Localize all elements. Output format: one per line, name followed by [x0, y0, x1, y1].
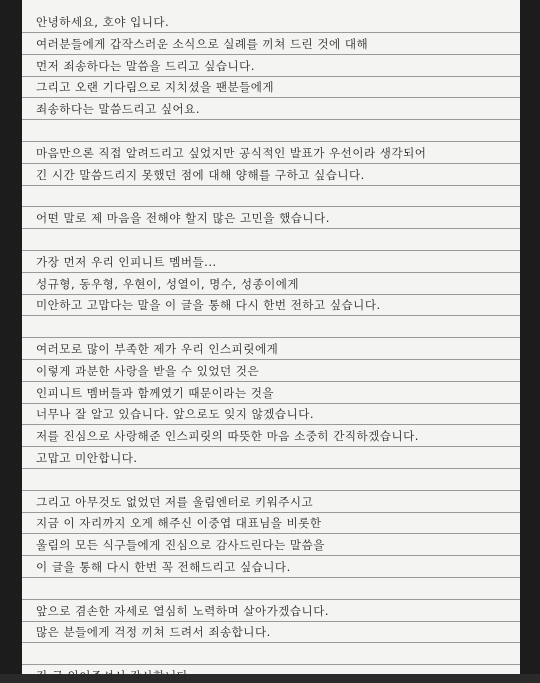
letter-line: 먼저 죄송하다는 말씀을 드리고 싶습니다. — [36, 58, 255, 73]
ruled-line — [22, 315, 520, 316]
ruled-line — [22, 577, 520, 578]
letter-line: 여러모로 많이 부족한 제가 우리 인스피릿에게 — [36, 342, 279, 356]
letter-line: 너무나 잘 알고 있습니다. 앞으로도 잊지 않겠습니다. — [36, 407, 315, 422]
letter-paper — [22, 0, 520, 683]
letter-line: 많은 분들에게 걱정 끼쳐 드려서 죄송합니다. — [36, 625, 271, 640]
letter-line: 미안하고 고맙다는 말을 이 글을 통해 다시 한번 전하고 싶습니다. — [36, 298, 381, 313]
ruled-line — [22, 272, 520, 273]
letter-line: 긴 시간 말씀드리지 못했던 점에 대해 양해를 구하고 싶습니다. — [36, 167, 365, 182]
ruled-line — [22, 381, 520, 382]
ruled-line — [22, 446, 520, 447]
ruled-line — [22, 163, 520, 164]
ruled-line — [22, 599, 520, 600]
ruled-line — [22, 294, 520, 295]
letter-line: 어떤 말로 제 마음을 전해야 할지 많은 고민을 했습니다. — [36, 211, 330, 226]
ruled-line — [22, 512, 520, 513]
letter-line: 이 글을 통해 다시 한번 꼭 전해드리고 싶습니다. — [36, 560, 291, 574]
ruled-line — [22, 403, 520, 404]
ruled-line — [22, 468, 520, 469]
letter-line: 이렇게 과분한 사랑을 받을 수 있었던 것은 — [36, 363, 260, 378]
ruled-line — [22, 54, 520, 55]
ruled-line — [22, 76, 520, 77]
ruled-line — [22, 250, 520, 251]
ruled-line — [22, 424, 520, 425]
ruled-line — [22, 32, 520, 33]
ruled-line — [22, 555, 520, 556]
ruled-line — [22, 337, 520, 338]
letter-line: 그리고 아무것도 없었던 저를 울림엔터로 키워주시고 — [36, 494, 314, 509]
ruled-line — [22, 642, 520, 643]
letter-line: 울림의 모든 식구들에게 진심으로 감사드린다는 말씀을 — [36, 538, 325, 553]
ruled-line — [22, 228, 520, 229]
letter-line: 고맙고 미안합니다. — [36, 451, 138, 465]
letter-line: 지금 이 자리까지 오게 해주신 이중엽 대표님을 비롯한 — [36, 516, 322, 531]
letter-line: 가장 먼저 우리 인피니트 멤버들... — [36, 254, 217, 269]
letter-line: 그리고 오랜 기다림으로 지치셨을 팬분들에게 — [36, 80, 275, 95]
ruled-line — [22, 359, 520, 360]
letter-line: 성규형, 동우형, 우현이, 성열이, 명수, 성종이에게 — [36, 276, 300, 291]
ruled-line — [22, 490, 520, 491]
letter-line: 여러분들에게 갑작스러운 소식으로 실례를 끼쳐 드린 것에 대해 — [36, 36, 369, 51]
ruled-line — [22, 141, 520, 142]
photo-frame-right — [520, 0, 540, 674]
ruled-line — [22, 97, 520, 98]
letter-line: 죄송하다는 말씀드리고 싶어요. — [36, 102, 200, 117]
photo-frame-left — [0, 0, 22, 674]
ruled-line — [22, 206, 520, 207]
ruled-line — [22, 664, 520, 665]
letter-line: 마음만으론 직접 알려드리고 싶었지만 공식적인 발표가 우선이라 생각되어 — [36, 145, 427, 160]
ruled-line — [22, 621, 520, 622]
letter-line: 저를 진심으로 사랑해준 인스피릿의 따뜻한 마음 소중히 간직하겠습니다. — [36, 429, 419, 444]
ruled-line — [22, 185, 520, 186]
ruled-line — [22, 119, 520, 120]
letter-line: 안녕하세요, 호야 입니다. — [36, 15, 170, 29]
letter-line: 인피니트 멤버들과 함께였기 때문이라는 것을 — [36, 385, 275, 400]
ruled-line — [22, 533, 520, 534]
letter-line: 앞으로 겸손한 자세로 열심히 노력하며 살아가겠습니다. — [36, 603, 330, 618]
letter-line: 긴 글 읽어주셔서 감사합니다. — [36, 669, 193, 683]
